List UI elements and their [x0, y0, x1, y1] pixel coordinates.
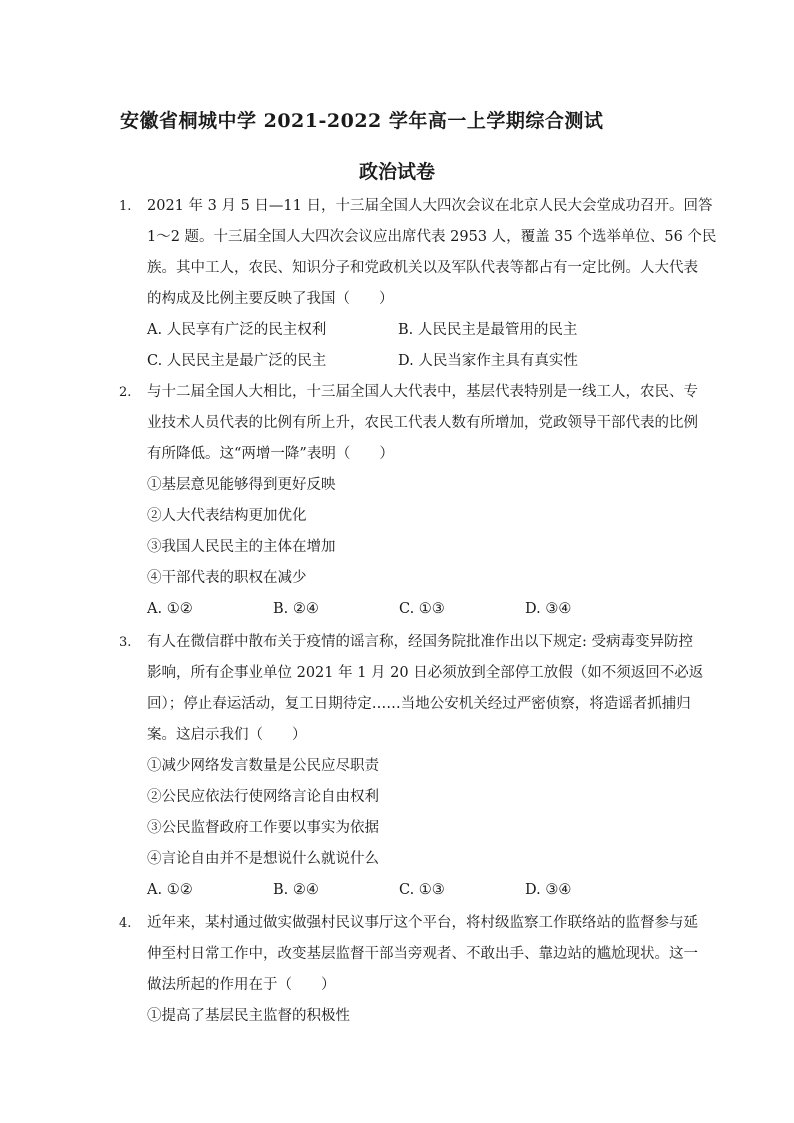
exam-subtitle: 政治试卷: [358, 161, 435, 183]
option-a: A. ①②: [147, 601, 193, 617]
question-line: 做法所起的作用在于（ ）: [147, 977, 336, 993]
question-line: 近年来，某村通过做实做强村民议事厅这个平台，将村级监察工作联络站的监督参与延: [147, 915, 698, 931]
option-a: A. ①②: [147, 882, 193, 898]
question-body: [147, 908, 698, 1032]
question-line: 2021 年 3 月 5 日—11 日，十三届全国人大四次会议在北京人民大会堂成功召开。回答: [147, 198, 713, 214]
option-c: C. ①③: [399, 601, 445, 617]
statement-item: ①提高了基层民主监督的积极性: [147, 1008, 350, 1024]
option-b: B. 人民民主是最管用的民主: [398, 322, 578, 338]
question-number: 3.: [119, 635, 132, 650]
question-line: 族。其中工人，农民、知识分子和党政机关以及军队代表等都占有一定比例。人大代表: [147, 260, 698, 276]
statement-item: ①减少网络发言数量是公民应尽职责: [147, 758, 379, 774]
question-line: 有所降低。这“两增一降”表明（ ）: [147, 446, 394, 462]
question-number: 1.: [119, 199, 132, 214]
option-d: D. ③④: [525, 882, 572, 898]
question-line: 案。这启示我们（ ）: [147, 727, 307, 743]
question-body: [147, 191, 717, 377]
option-c: C. ①③: [399, 882, 445, 898]
question-line: 业技术人员代表的比例有所上升，农民工代表人数有所增加，党政领导干部代表的比例: [147, 415, 698, 431]
question-line: 与十二届全国人大相比，十三届全国人大代表中，基层代表特别是一线工人，农民、专: [147, 384, 698, 400]
option-row: [147, 594, 677, 625]
statement-item: ④言论自由并不是想说什么就说什么: [147, 851, 379, 867]
statement-item: ②公民应依法行使网络言论自由权利: [147, 789, 379, 805]
option-b: B. ②④: [273, 601, 319, 617]
statement-item: ③我国人民民主的主体在增加: [147, 539, 336, 555]
option-d: D. ③④: [525, 601, 572, 617]
statement-item: ④干部代表的职权在减少: [147, 570, 307, 586]
question-line: 伸至村日常工作中，改变基层监督干部当旁观者、不敢出手、靠边站的尴尬现状。这一: [147, 946, 698, 962]
option-d: D. 人民当家作主具有真实性: [398, 353, 578, 369]
option-c: C. 人民民主是最广泛的民主: [147, 353, 327, 369]
option-row: [147, 315, 677, 346]
exam-title: 安徽省桐城中学 2021-2022 学年高一上学期综合测试: [120, 110, 604, 132]
question-line: 回）；停止春运活动，复工日期待定……当地公安机关经过严密侦察，将造谣者抓捕归: [147, 696, 691, 712]
option-row: [147, 346, 677, 377]
statement-item: ①基层意见能够得到更好反映: [147, 477, 336, 493]
question-line: 影响，所有企事业单位 2021 年 1 月 20 日必须放到全部停工放假（如不须返回不必返: [147, 665, 704, 681]
question-line: 有人在微信群中散布关于疫情的谣言称，经国务院批准作出以下规定: 受病毒变异防控: [147, 634, 693, 650]
statement-item: ②人大代表结构更加优化: [147, 508, 307, 524]
question-line: 的构成及比例主要反映了我国（ ）: [147, 291, 394, 307]
option-b: B. ②④: [273, 882, 319, 898]
option-row: [147, 875, 677, 906]
question-number: 4.: [119, 916, 132, 931]
question-number: 2.: [119, 385, 132, 400]
question-body: [147, 627, 704, 906]
option-a: A. 人民享有广泛的民主权利: [147, 322, 327, 338]
statement-item: ③公民监督政府工作要以事实为依据: [147, 820, 379, 836]
question-line: 1～2 题。十三届全国人大四次会议应出席代表 2953 人，覆盖 35 个选举单位、56 个民: [147, 229, 717, 245]
question-body: [147, 377, 698, 625]
